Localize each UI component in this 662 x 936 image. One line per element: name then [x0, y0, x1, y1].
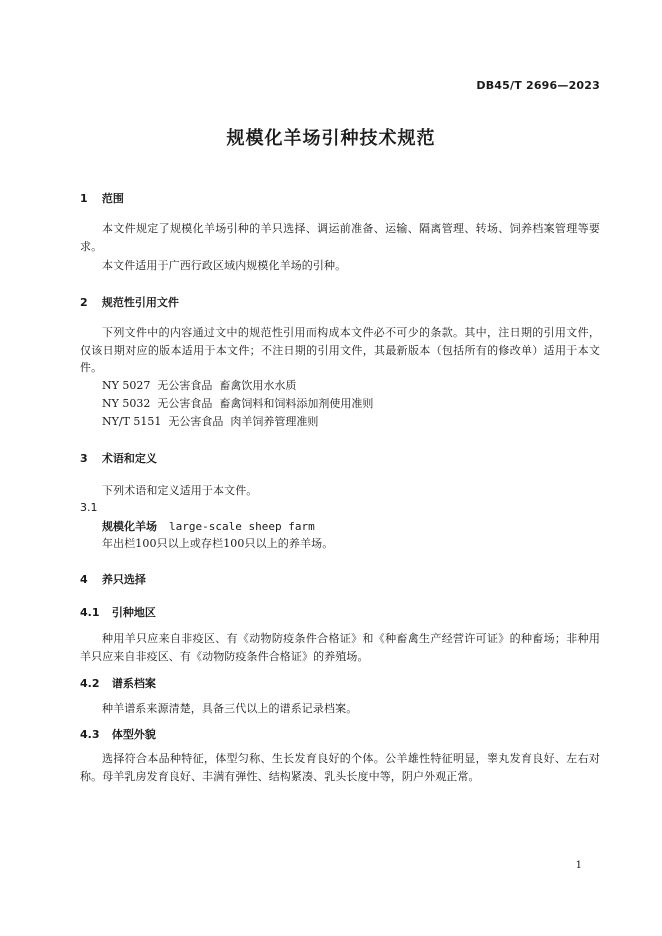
- section-4-3-heading: [80, 726, 156, 742]
- section-3-paragraph-1: 下列术语和定义适用于本文件。: [102, 484, 258, 497]
- section-4-1-heading: [80, 604, 156, 620]
- section-4-number: 4: [80, 573, 88, 586]
- reference-item: NY/T 5151 无公害食品 肉羊饲养管理准则: [102, 415, 319, 428]
- section-4-3-title: 体型外貌: [111, 728, 156, 741]
- section-1-paragraph-2: 本文件适用于广西行政区域内规模化羊场的引种。: [102, 259, 347, 272]
- section-4-2-number: 4.2: [80, 677, 100, 690]
- section-4-3-number: 4.3: [80, 728, 100, 741]
- section-2-title: 规范性引用文件: [101, 296, 179, 309]
- document-title: 规模化羊场引种技术规范: [226, 128, 436, 149]
- page-number: 1: [575, 860, 582, 871]
- term-definition: 年出栏100只以上或存栏100只以上的养羊场。: [102, 537, 334, 550]
- section-3-number: 3: [80, 452, 88, 465]
- section-3-heading: [80, 450, 157, 466]
- section-1-number: 1: [80, 192, 88, 205]
- reference-item: NY 5032 无公害食品 畜禽饲料和饲料添加剂使用准则: [102, 397, 374, 410]
- standard-code: DB45/T 2696—2023: [476, 79, 600, 92]
- section-1-title: 范围: [101, 192, 124, 205]
- section-4-1-number: 4.1: [80, 606, 100, 619]
- section-2-heading: [80, 294, 179, 310]
- section-4-3-paragraph: 选择符合本品种特征，体型匀称、生长发育良好的个体。公羊雄性特征明显，睾丸发育良好、左右对称。母羊乳房发育良好、丰满有弹性、结构紧凑、乳头长度中等，阴户外观正常。: [80, 752, 600, 783]
- reference-item: NY 5027 无公害食品 畜禽饮用水水质: [102, 379, 297, 392]
- section-4-2-title: 谱系档案: [111, 677, 156, 690]
- section-3-title: 术语和定义: [101, 452, 157, 465]
- section-4-heading: [80, 571, 146, 587]
- term-number: 3.1: [80, 501, 98, 514]
- section-1-paragraph-1: 本文件规定了规模化羊场引种的羊只选择、调运前准备、运输、隔离管理、转场、饲养档案管理等要求。: [80, 222, 600, 253]
- term-chinese: 规模化羊场: [102, 520, 157, 533]
- section-2-number: 2: [80, 296, 88, 309]
- term-english: large-scale sheep farm: [169, 520, 315, 533]
- section-1-heading: [80, 190, 124, 206]
- section-4-2-paragraph: 种羊谱系来源清楚，具备三代以上的谱系记录档案。: [102, 702, 358, 715]
- section-2-paragraph-1: 下列文件中的内容通过文中的规范性引用而构成本文件必不可少的条款。其中，注日期的引用文件，仅该日期对应的版本适用于本文件；不注日期的引用文件，其最新版本（包括所有的修改单）适用于本文件。: [80, 326, 600, 374]
- section-4-2-heading: [80, 675, 156, 691]
- term-entry: [102, 518, 315, 534]
- section-4-1-title: 引种地区: [111, 606, 156, 619]
- section-4-1-paragraph: 种用羊只应来自非疫区、有《动物防疫条件合格证》和《种畜禽生产经营许可证》的种畜场；非种用羊只应来自非疫区、有《动物防疫条件合格证》的养殖场。: [80, 632, 600, 663]
- section-4-title: 养只选择: [101, 573, 146, 586]
